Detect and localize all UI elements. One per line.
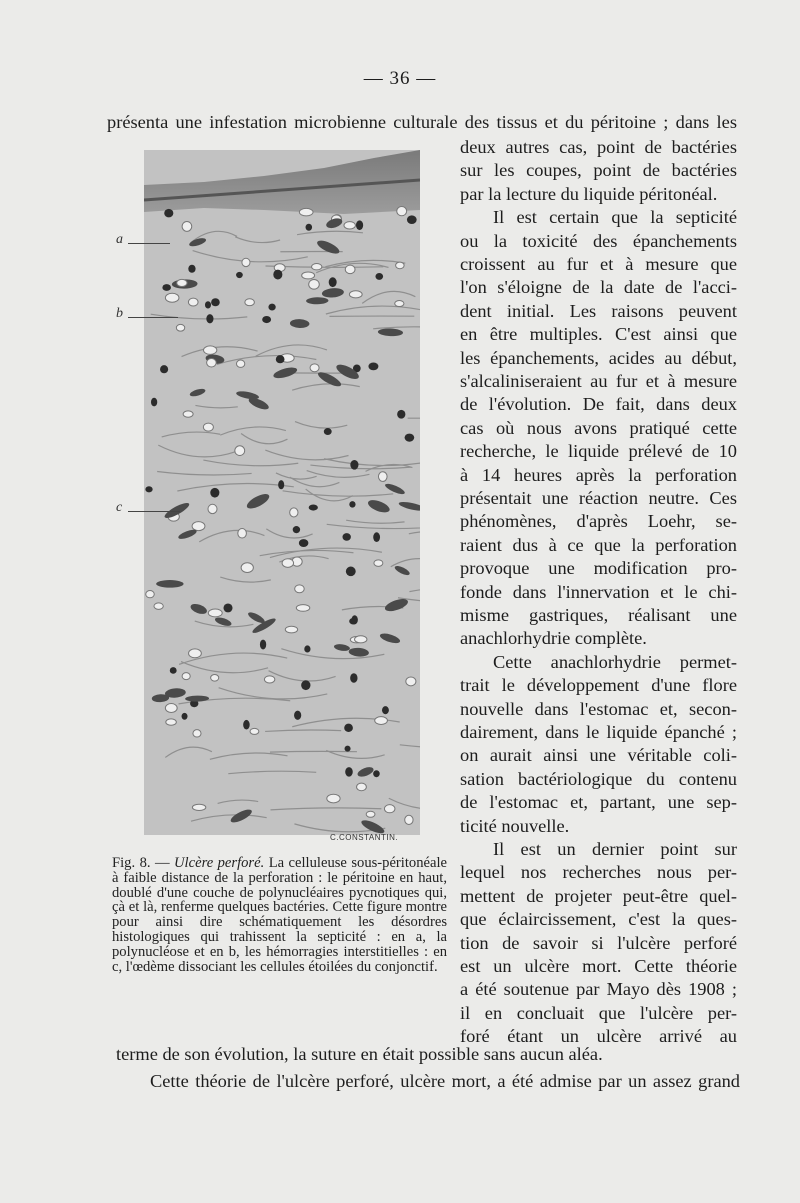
- body-text-line: fonde dans l'innervation et le chi-: [460, 581, 737, 602]
- body-text-line: l'on s'éloigne de la date de l'acci-: [460, 277, 737, 298]
- vacuole: [357, 783, 367, 791]
- body-text-line: sation bactériologique du contenu: [460, 768, 737, 789]
- vacuole: [235, 446, 245, 456]
- nucleus: [273, 270, 282, 280]
- vacuole: [189, 649, 202, 658]
- vacuole: [242, 258, 250, 266]
- figure-label-a: a: [116, 232, 123, 247]
- nucleus: [373, 770, 380, 777]
- body-text-line: on aurait ainsi une véritable coli-: [460, 745, 737, 766]
- nucleus: [268, 304, 275, 311]
- body-text-line: est un ulcère mort. Cette théorie: [460, 956, 737, 976]
- vacuole: [176, 324, 184, 331]
- page-number: — 36 —: [363, 68, 437, 89]
- body-text-line: lequel nos recherches nous per-: [460, 862, 737, 883]
- nucleus: [382, 706, 389, 714]
- top-text-line: présenta une infestation microbienne culturale des tissus et du péritoine ; dans les: [107, 112, 737, 132]
- vacuole: [241, 563, 253, 573]
- nucleus: [350, 673, 357, 683]
- body-text-line: tion de savoir si l'ulcère perforé: [460, 932, 737, 953]
- vacuole: [295, 585, 305, 593]
- vacuole: [375, 717, 388, 725]
- nucleus: [210, 488, 219, 498]
- body-text-line: il en concluait que l'ulcère per-: [460, 1002, 737, 1023]
- vacuole: [405, 815, 413, 824]
- vacuole: [236, 360, 244, 367]
- vacuole: [290, 508, 298, 517]
- body-text-line: de l'évolution. De fait, dans deux: [460, 394, 737, 415]
- figure-label-b: b: [116, 306, 123, 321]
- vacuole: [177, 279, 187, 286]
- nucleus: [145, 486, 152, 492]
- body-text-line: a été soutenue par Mayo dès 1908 ;: [460, 979, 737, 1000]
- vacuole: [165, 293, 179, 302]
- vacuole: [345, 265, 355, 273]
- vacuole: [282, 559, 294, 568]
- nucleus: [342, 533, 350, 541]
- nucleus: [276, 355, 285, 363]
- nucleus: [205, 301, 211, 308]
- body-text-line: à 14 heures après la perforation: [460, 464, 737, 485]
- nucleus: [345, 746, 351, 752]
- body-text-line: misme gastriques, réalisant une: [460, 605, 737, 625]
- vacuole: [349, 291, 362, 298]
- vacuole: [264, 676, 274, 683]
- leader-line-b: [128, 317, 178, 318]
- caption-title: Ulcère perforé.: [174, 855, 265, 871]
- nucleus: [350, 460, 358, 470]
- body-text-line: dent initial. Les raisons peuvent: [460, 300, 737, 321]
- nucleus: [309, 505, 318, 511]
- vacuole: [396, 262, 404, 269]
- vacuole: [211, 674, 219, 681]
- vacuole: [250, 728, 259, 734]
- body-text-line: trait le développement d'une flore: [460, 675, 737, 696]
- illustrator-signature: C.CONSTANTIN.: [330, 833, 399, 842]
- nucleus: [160, 365, 168, 373]
- nucleus: [182, 713, 188, 720]
- nucleus: [345, 767, 353, 776]
- nucleus: [306, 224, 313, 231]
- histology-illustration: [144, 150, 420, 835]
- figure-caption: [112, 856, 447, 974]
- body-text-line: mettent de projeter peut-être quel-: [460, 885, 737, 906]
- nucleus: [162, 284, 171, 291]
- body-text-line: raient dus à ce que la perforation: [460, 534, 737, 555]
- body-text-line: phénomènes, d'après Loehr, se-: [460, 511, 737, 532]
- vacuole: [204, 346, 217, 354]
- vacuole: [207, 358, 217, 366]
- nucleus: [301, 680, 310, 690]
- nucleus: [397, 410, 405, 419]
- body-text-line: ticité nouvelle.: [460, 815, 570, 836]
- vacuole: [245, 299, 255, 306]
- nucleus: [236, 272, 243, 278]
- vacuole: [182, 221, 192, 231]
- body-text-line: Il est un dernier point sur: [493, 839, 737, 859]
- body-text-line: provoque une modification pro-: [460, 558, 737, 579]
- vacuole: [299, 208, 313, 215]
- nucleus: [188, 265, 195, 273]
- vacuole: [296, 605, 310, 612]
- vacuole: [378, 472, 387, 482]
- nucleus: [405, 434, 415, 442]
- nucleus: [206, 314, 213, 323]
- caption-text: La celluleuse sous-péritonéale à faible distance de la perforation : le péritoine en haut, doublé d'une couche de polynucléaires pycnotiques qui, çà et là, renferme quelques bactéries. Cette figure montre pour ainsi dire schématiquement les désordres histologiques qui trahissent la septicité : en a, la polynucléose et en b, les hémorragies interstitielles : en c, l'œdème dissociant les cellules étoilées du conjonctif.: [112, 855, 447, 975]
- body-text-line: foré étant un ulcère arrivé au: [460, 1026, 737, 1047]
- vacuole: [309, 280, 320, 290]
- figure-label-c: c: [116, 500, 123, 515]
- bottom-text-line-1: terme de son évolution, la suture en était possible sans aucun aléa.: [116, 1044, 603, 1064]
- vacuole: [166, 719, 177, 725]
- body-text-line: sur les coupes, point de bactéries: [460, 160, 737, 181]
- vacuole: [366, 811, 375, 817]
- vacuole: [302, 272, 315, 279]
- vacuole: [285, 626, 297, 633]
- vacuole: [397, 206, 407, 215]
- vacuole: [310, 364, 319, 372]
- nucleus: [329, 277, 337, 287]
- nucleus: [262, 316, 271, 323]
- vacuole: [395, 301, 404, 307]
- nucleus: [299, 539, 309, 547]
- nucleus: [211, 298, 220, 306]
- nucleus: [223, 603, 232, 612]
- vacuole: [406, 677, 416, 686]
- nucleus: [349, 501, 355, 507]
- nucleus: [344, 724, 353, 732]
- leader-line-a: [128, 243, 170, 244]
- vacuole: [238, 529, 247, 538]
- nucleus: [243, 720, 250, 730]
- body-text-line: croissent au fur et à mesure que: [460, 254, 737, 274]
- vacuole: [384, 805, 395, 813]
- nucleus: [324, 428, 332, 435]
- vacuole: [327, 794, 340, 803]
- leader-line-c: [128, 511, 180, 512]
- histology-figure: [144, 150, 420, 835]
- vacuole: [374, 560, 383, 567]
- body-text-line: Il est certain que la septicité: [493, 207, 737, 228]
- body-text-line: Cette anachlorhydrie permet-: [493, 651, 737, 672]
- vacuole: [192, 522, 205, 531]
- nucleus: [375, 273, 383, 280]
- vacuole: [192, 804, 205, 810]
- nucleus: [368, 363, 378, 371]
- vacuole: [165, 704, 177, 713]
- body-text-line: anachlorhydrie complète.: [460, 628, 647, 649]
- body-text-line: recherche, le liquide prélevé de 10: [460, 441, 737, 462]
- caption-figure-number: Fig. 8. —: [112, 855, 170, 871]
- vacuole: [183, 411, 193, 417]
- body-text-line: que éclaircissement, c'est la ques-: [460, 909, 737, 930]
- nucleus: [293, 526, 300, 533]
- nucleus: [151, 398, 157, 407]
- body-text-line: dairement, dans le liquide épanché ;: [460, 722, 737, 742]
- vacuole: [146, 591, 155, 598]
- vacuole: [182, 673, 190, 680]
- body-text-line: deux autres cas, point de bactéries: [460, 137, 737, 157]
- bottom-text-line-2: Cette théorie de l'ulcère perforé, ulcère mort, a été admise par un assez grand: [150, 1071, 740, 1091]
- stellate-cell: [156, 580, 183, 588]
- nucleus: [294, 711, 301, 720]
- nucleus: [356, 220, 363, 230]
- body-text-line: cas où nous avons pratiqué cette: [460, 417, 737, 438]
- vacuole: [344, 222, 355, 229]
- vacuole: [208, 504, 217, 513]
- vacuole: [203, 423, 213, 431]
- body-text-line: ou la toxicité des épanchements: [460, 230, 737, 251]
- nucleus: [349, 618, 357, 625]
- nucleus: [407, 215, 417, 224]
- vacuole: [208, 609, 222, 617]
- nucleus: [164, 209, 173, 218]
- nucleus: [170, 667, 177, 674]
- vacuole: [154, 603, 163, 609]
- vacuole: [312, 264, 322, 270]
- nucleus: [278, 480, 284, 489]
- body-text-line: en être multiples. C'est ainsi que: [460, 324, 737, 345]
- body-text-line: de l'estomac et, partant, une sep-: [460, 792, 737, 813]
- nucleus: [304, 645, 310, 652]
- vacuole: [355, 636, 367, 643]
- body-text-line: présentait une réaction neutre. Ces: [460, 488, 737, 508]
- body-text-line: par la lecture du liquide péritonéal.: [460, 183, 718, 204]
- nucleus: [373, 532, 380, 542]
- vacuole: [193, 730, 201, 737]
- nucleus: [260, 640, 266, 650]
- body-text-line: les épanchements, acides au début,: [460, 347, 737, 368]
- nucleus: [346, 567, 356, 577]
- body-text-line: nouvelle dans l'estomac et, secon-: [460, 698, 737, 719]
- vacuole: [188, 298, 198, 306]
- body-text-line: s'alcaliniseraient au fur et à mesure: [460, 371, 737, 391]
